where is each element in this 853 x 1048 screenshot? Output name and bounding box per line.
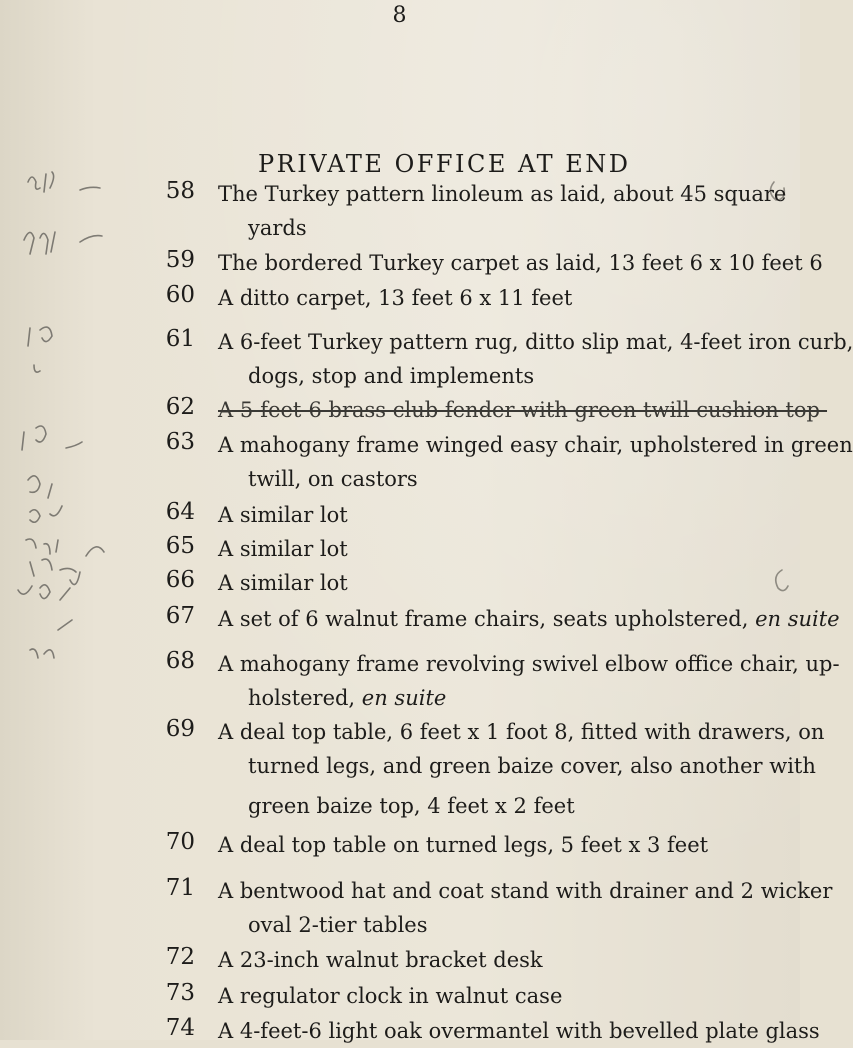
lot-number: 62 bbox=[165, 394, 195, 420]
lot-description bbox=[218, 532, 788, 566]
lot-number: 58 bbox=[165, 178, 195, 204]
lot-line: A deal top table, 6 feet x 1 foot 8, fitted with drawers, on bbox=[218, 720, 825, 744]
lot-line-text: A set of 6 walnut frame chairs, seats upholstered, en suite bbox=[218, 607, 840, 631]
lot-description bbox=[218, 177, 788, 245]
en-suite-italic: en suite bbox=[755, 607, 840, 631]
lot-description bbox=[218, 874, 833, 942]
lot-line: yards bbox=[248, 216, 307, 240]
lot-line: A deal top table on turned legs, 5 feet x 3 feet bbox=[218, 833, 709, 857]
lot-description bbox=[218, 715, 825, 823]
lot-description bbox=[218, 828, 788, 862]
lot-line: A similar lot bbox=[218, 537, 348, 561]
lot-line: A 23-inch walnut bracket desk bbox=[218, 948, 543, 972]
section-heading: PRIVATE OFFICE AT END bbox=[258, 150, 631, 178]
lot-description bbox=[218, 943, 788, 977]
lot-line: A 4-feet-6 light oak overmantel with bevelled plate glass bbox=[218, 1019, 820, 1043]
lot-number: 67 bbox=[165, 603, 195, 629]
lot-line: A 6-feet Turkey pattern rug, ditto slip mat, 4-feet iron curb, bbox=[218, 330, 853, 354]
lot-number: 61 bbox=[165, 326, 195, 352]
handwritten-margin-notes bbox=[0, 160, 130, 720]
lot-description bbox=[218, 325, 853, 393]
en-suite-italic: en suite bbox=[361, 686, 447, 710]
lot-line: A bentwood hat and coat stand with drainer and 2 wicker bbox=[218, 879, 833, 903]
lot-line: turned legs, and green baize cover, also another with bbox=[248, 754, 816, 778]
lot-description bbox=[218, 428, 853, 496]
page-number: 8 bbox=[392, 3, 408, 28]
lot-line: A similar lot bbox=[218, 571, 348, 595]
lot-number: 59 bbox=[165, 247, 195, 273]
lot-number: 63 bbox=[165, 429, 195, 455]
lot-number: 65 bbox=[165, 533, 195, 559]
lot-line: holstered, en suite bbox=[248, 686, 447, 710]
lot-description bbox=[218, 281, 788, 315]
lot-line: A mahogany frame revolving swivel elbow office chair, up- bbox=[218, 652, 840, 676]
lot-line: dogs, stop and implements bbox=[248, 364, 535, 388]
lot-line: A similar lot bbox=[218, 503, 348, 527]
lot-line: A mahogany frame winged easy chair, upholstered in green bbox=[218, 433, 853, 457]
lot-line: The Turkey pattern linoleum as laid, about 45 square bbox=[218, 182, 787, 206]
lot-number: 72 bbox=[165, 944, 195, 970]
lot-description bbox=[218, 566, 788, 600]
lot-number: 68 bbox=[165, 648, 195, 674]
lot-number: 73 bbox=[165, 980, 195, 1006]
lot-line: green baize top, 4 feet x 2 feet bbox=[248, 794, 575, 818]
lot-description bbox=[218, 602, 840, 636]
lot-description bbox=[218, 979, 788, 1013]
lot-line: The bordered Turkey carpet as laid, 13 feet 6 x 10 feet 6 bbox=[218, 251, 823, 275]
lot-line bbox=[218, 602, 840, 636]
lot-description bbox=[218, 647, 840, 715]
lot-line: A 5-feet-6 brass club fender with green twill cushion top- bbox=[218, 398, 828, 422]
lot-number: 66 bbox=[165, 567, 195, 593]
lot-number: 64 bbox=[165, 499, 195, 525]
lot-number: 60 bbox=[165, 282, 195, 308]
lot-line: A regulator clock in walnut case bbox=[218, 984, 563, 1008]
lot-description bbox=[218, 246, 823, 280]
lot-number: 74 bbox=[165, 1015, 195, 1041]
lot-number: 70 bbox=[165, 829, 195, 855]
lot-number: 69 bbox=[165, 716, 195, 742]
lot-line: oval 2-tier tables bbox=[248, 913, 428, 937]
lot-description bbox=[218, 1014, 820, 1048]
lot-line: A ditto carpet, 13 feet 6 x 11 feet bbox=[218, 286, 573, 310]
lot-description-struck bbox=[218, 393, 828, 427]
lot-line: twill, on castors bbox=[248, 467, 418, 491]
lot-description bbox=[218, 498, 788, 532]
lot-number: 71 bbox=[165, 875, 195, 901]
